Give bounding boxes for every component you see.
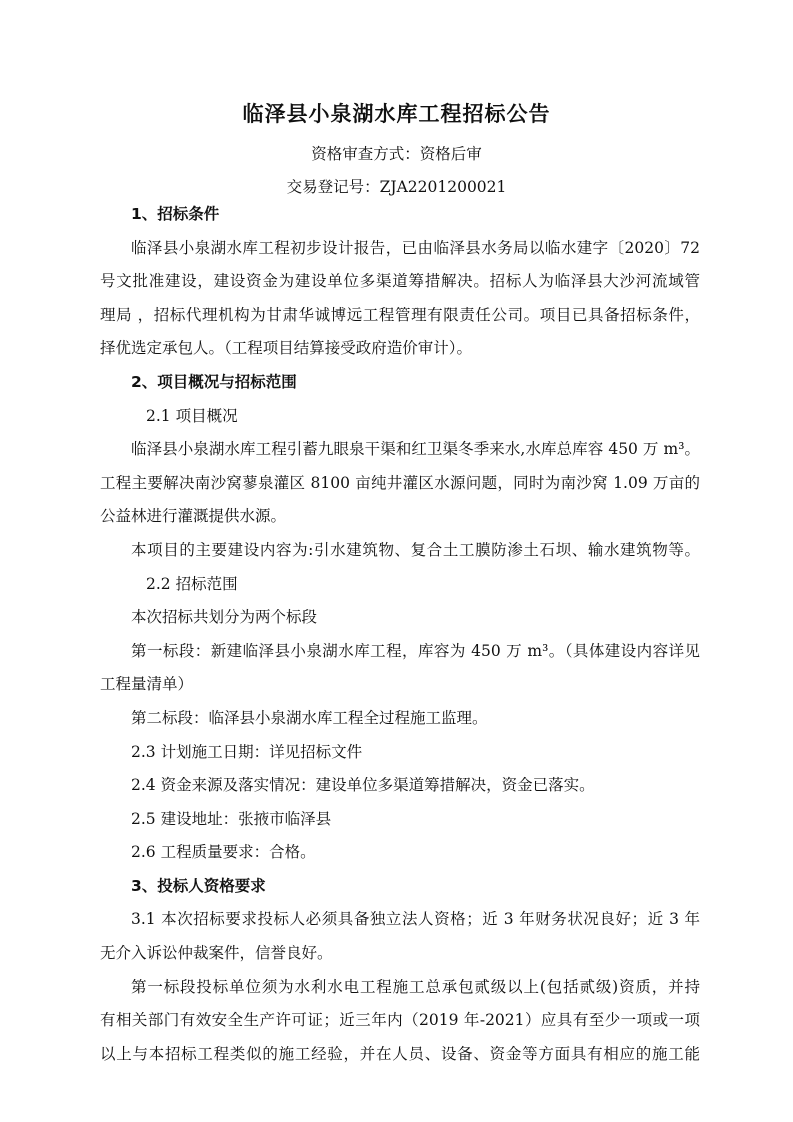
paragraph-line: 号文批准建设，建设资金为建设单位多渠道筹措解决。招标人为临泽县大沙河流域管 [100,272,700,291]
section-heading: 1、招标条件 [131,205,220,223]
paragraph-line: 第一标段：新建临泽县小泉湖水库工程，库容为 450 万 m³。（具体建设内容详见 [131,641,700,660]
paragraph-line: 以上与本招标工程类似的施工经验，并在人员、设备、资金等方面具有相应的施工能 [100,1044,700,1063]
paragraph-line: 第二标段：临泽县小泉湖水库工程全过程施工监理。 [131,708,488,727]
registration-number: 交易登记号：ZJA2201200021 [286,178,507,196]
section-heading: 2、项目概况与招标范围 [131,372,297,391]
paragraph-line: 2.5 建设地址：张掖市临泽县 [131,809,332,828]
paragraph-line: 临泽县小泉湖水库工程引蓄九眼泉干渠和红卫渠冬季来水,水库总库容 450 万 m³。 [131,440,700,459]
section-heading: 3、投标人资格要求 [131,876,266,895]
paragraph-line: 本次招标共划分为两个标段 [131,608,318,627]
paragraph-line: 本项目的主要建设内容为:引水建筑物、复合土工膜防渗土石坝、输水建筑物等。 [131,540,700,559]
paragraph-line: 择优选定承包人。（工程项目结算接受政府造价审计）。 [100,339,473,358]
document-body [100,198,700,1071]
document-title: 临泽县小泉湖水库工程招标公告 [242,102,551,126]
review-method: 资格审查方式：资格后审 [311,145,482,163]
paragraph-line: 2.6 工程质量要求：合格。 [131,843,316,862]
paragraph-line: 无介入诉讼仲裁案件，信誉良好。 [100,944,333,963]
paragraph-line: 临泽县小泉湖水库工程初步设计报告，已由临泽县水务局以临水建字〔2020〕72 [131,238,700,257]
paragraph-line: 理局 ，招标代理机构为甘肃华诚博远工程管理有限责任公司。项目已具备招标条件， [100,305,700,324]
paragraph-line: 工程量清单） [100,675,194,694]
subsection-heading: 2.1 项目概况 [146,406,238,425]
subsection-heading: 2.2 招标范围 [146,574,238,593]
paragraph-line: 第一标段投标单位须为水利水电工程施工总承包贰级以上(包括贰级)资质，并持 [131,977,700,996]
paragraph-line: 工程主要解决南沙窝蓼泉灌区 8100 亩纯井灌区水源问题，同时为南沙窝 1.09 万亩的 [100,473,700,492]
paragraph-line: 3.1 本次招标要求投标人必须具备独立法人资格；近 3 年财务状况良好；近 3 年 [131,910,700,929]
paragraph-line: 公益林进行灌溉提供水源。 [100,507,287,526]
paragraph-line: 2.4 资金来源及落实情况：建设单位多渠道筹措解决，资金已落实。 [131,776,595,795]
paragraph-line: 有相关部门有效安全生产许可证；近三年内（2019 年-2021）应具有至少一项或一项 [100,1011,700,1030]
paragraph-line: 2.3 计划施工日期：详见招标文件 [131,742,363,761]
